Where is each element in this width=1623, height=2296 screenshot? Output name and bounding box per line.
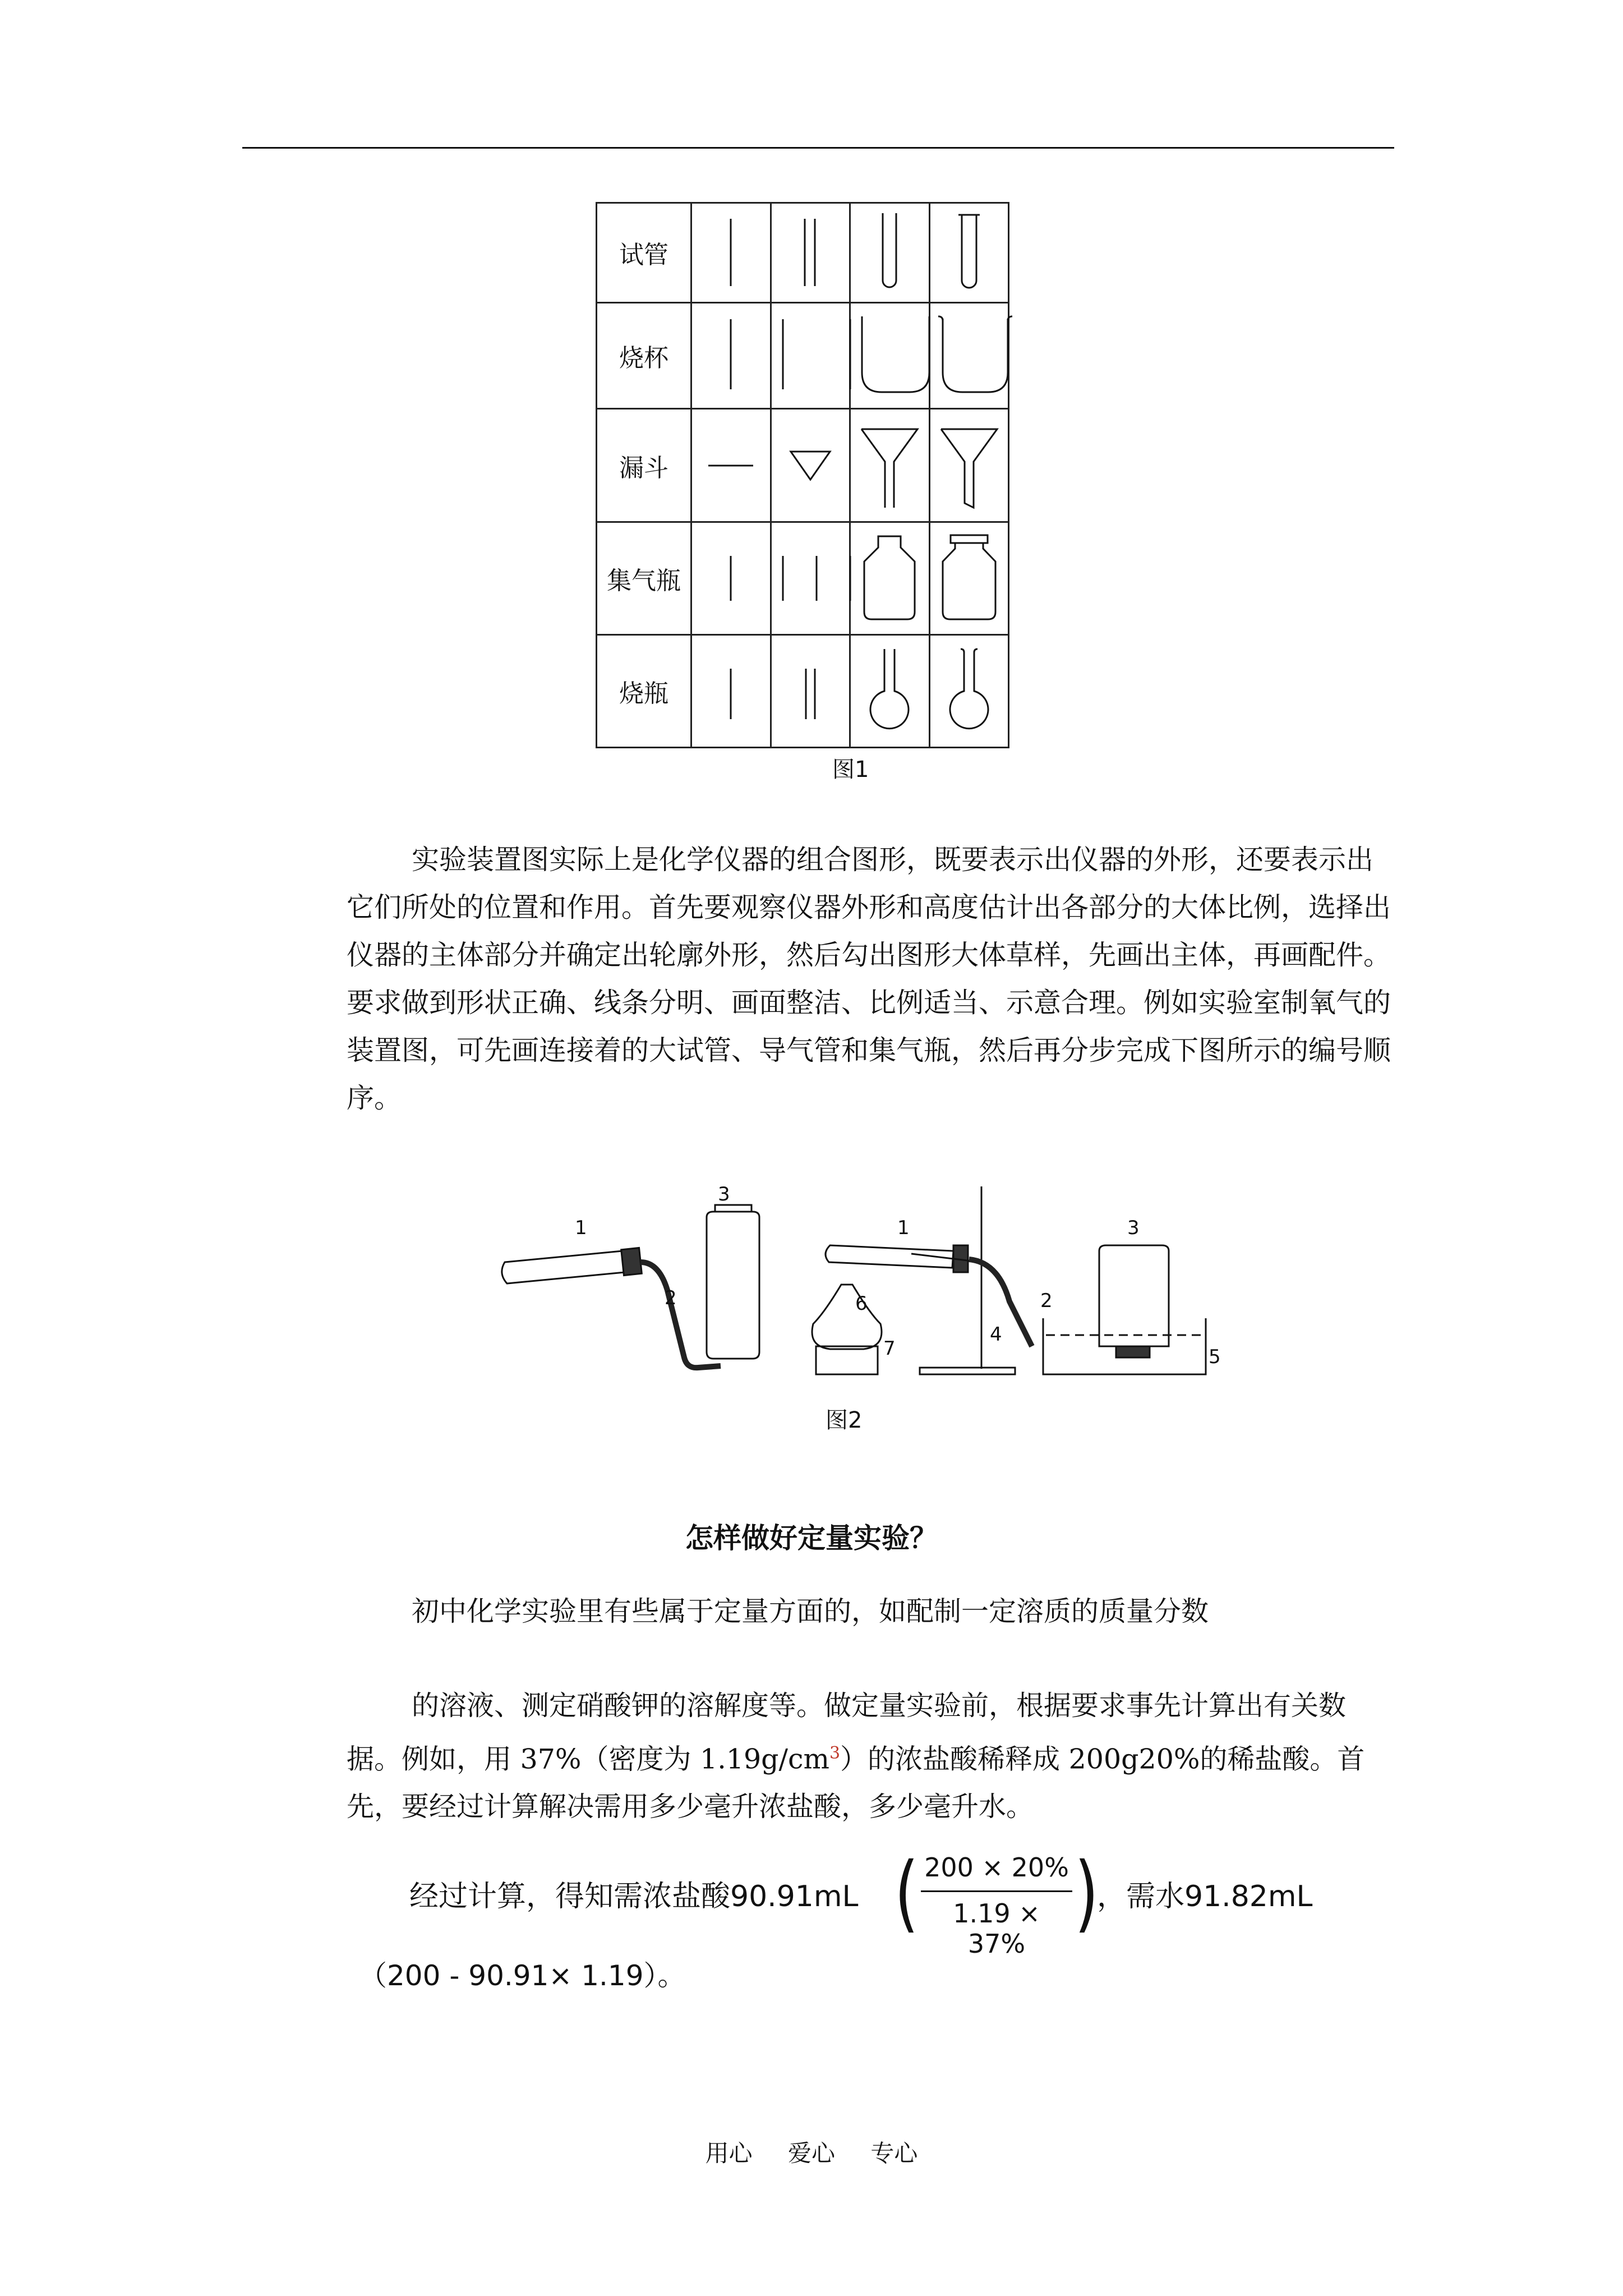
test-tube-step1-icon [691, 203, 771, 303]
paragraph-3-part2: ）的浓盐酸稀释成 200g20%的稀盐酸。首先，要经过计算解决需用多少毫升浓盐酸，多少毫升水。 [347, 1743, 1365, 1823]
formula-denominator: 1.19 × 37% [953, 1898, 1040, 1959]
paragraph-2: 初中化学实验里有些属于定量方面的，如配制一定溶质的质量分数 [412, 1595, 1209, 1627]
row-label: 烧杯 [597, 302, 691, 409]
gas-jar-step1-icon [691, 522, 771, 634]
row-label: 烧瓶 [597, 634, 691, 747]
funnel-step2-icon [771, 409, 850, 522]
figure-2-apparatus-diagram [494, 1178, 1223, 1391]
figure-2-label: 1 [575, 1217, 587, 1239]
paragraph-3 [347, 1682, 1395, 1830]
gas-jar-2 [1099, 1245, 1169, 1346]
flask-step4-icon [929, 634, 1009, 747]
figure-2-label: 6 [855, 1292, 868, 1315]
table-row [597, 522, 1009, 634]
section-heading: 怎样做好定量实验？ [685, 1521, 938, 1554]
figure-2-label: 4 [990, 1323, 1002, 1346]
header-rule [242, 147, 1394, 149]
test-tube-step3-icon [850, 203, 930, 303]
formula-suffix: ，需水91.82mL [1097, 1880, 1313, 1913]
table-row [597, 634, 1009, 747]
figure-1-table [596, 202, 1009, 748]
row-label: 漏斗 [597, 409, 691, 522]
figure-2-label: 3 [1127, 1217, 1140, 1239]
beaker-step1-icon [691, 302, 771, 409]
test-tube-step4-icon [929, 203, 1009, 303]
flask-step3-icon [850, 634, 930, 747]
table-row [597, 203, 1009, 303]
row-label: 试管 [597, 203, 691, 303]
table-row [597, 409, 1009, 522]
burner [812, 1285, 882, 1349]
funnel-step3-icon [850, 409, 930, 522]
figure-2-label: 7 [883, 1337, 896, 1360]
stopper [621, 1248, 642, 1275]
stand-base [920, 1368, 1015, 1374]
figure-2-label: 5 [1209, 1346, 1221, 1368]
figure-2-label: 2 [665, 1287, 677, 1309]
delivery-tube [640, 1262, 721, 1368]
formula-left-paren: ( [895, 1844, 919, 1941]
gas-jar-step3-icon [850, 522, 930, 634]
gas-jar-step2-icon [771, 522, 850, 634]
fraction-bar [921, 1890, 1072, 1892]
figure-2-label: 3 [718, 1183, 730, 1205]
funnel-step4-icon [929, 409, 1009, 522]
burner-block [816, 1346, 878, 1374]
formula-prefix: 经过计算，得知需浓盐酸90.91mL [409, 1880, 859, 1913]
test-tube-step2-icon [771, 203, 850, 303]
beaker-step2-icon [771, 302, 850, 409]
paragraph-3-part1: 的溶液、测定硝酸钾的溶解度等。做定量实验前，根据要求事先计算出有关数据。例如，用 37%（密度为 1.19g/cm [347, 1690, 1347, 1775]
figure-2-label: 1 [897, 1217, 910, 1239]
formula-right-paren: ) [1075, 1844, 1099, 1941]
page-footer: 用心 爱心 专心 [705, 2139, 918, 2167]
superscript: 3 [829, 1743, 841, 1763]
flask-step2-icon [771, 634, 850, 747]
gas-jar-sketch [707, 1212, 759, 1359]
row-label: 集气瓶 [597, 522, 691, 634]
formula-block [359, 1844, 1368, 2012]
flask-step1-icon [691, 634, 771, 747]
beaker-step4-icon [929, 302, 1009, 409]
funnel-step1-icon [691, 409, 771, 522]
figure-2-caption: 图2 [826, 1407, 863, 1433]
figure-2-label: 2 [1040, 1290, 1053, 1312]
formula-line-2: （200 - 90.91× 1.19）。 [359, 1959, 686, 1992]
formula-numerator: 200 × 20% [924, 1852, 1069, 1883]
table-row [597, 302, 1009, 409]
gas-jar-step4-icon [929, 522, 1009, 634]
test-tube-sketch [502, 1251, 625, 1283]
beaker-step3-icon [850, 302, 930, 409]
paragraph-1: 实验装置图实际上是化学仪器的组合图形，既要表示出仪器的外形，还要表示出它们所处的位置和作用。首先要观察仪器外形和高度估计出各部分的大体比例，选择出仪器的主体部分并确定出轮廓外形，然后勾出图形大体草样，先画出主体，再画配件。要求做到形状正确、线条分明、画面整洁、比例适当、示意合理。例如实验室制氧气的装置图，可先画连接着的大试管、导气管和集气瓶，然后再分步完成下图所示的编号顺序。 [347, 844, 1391, 1114]
figure-1-caption: 图1 [832, 757, 869, 783]
